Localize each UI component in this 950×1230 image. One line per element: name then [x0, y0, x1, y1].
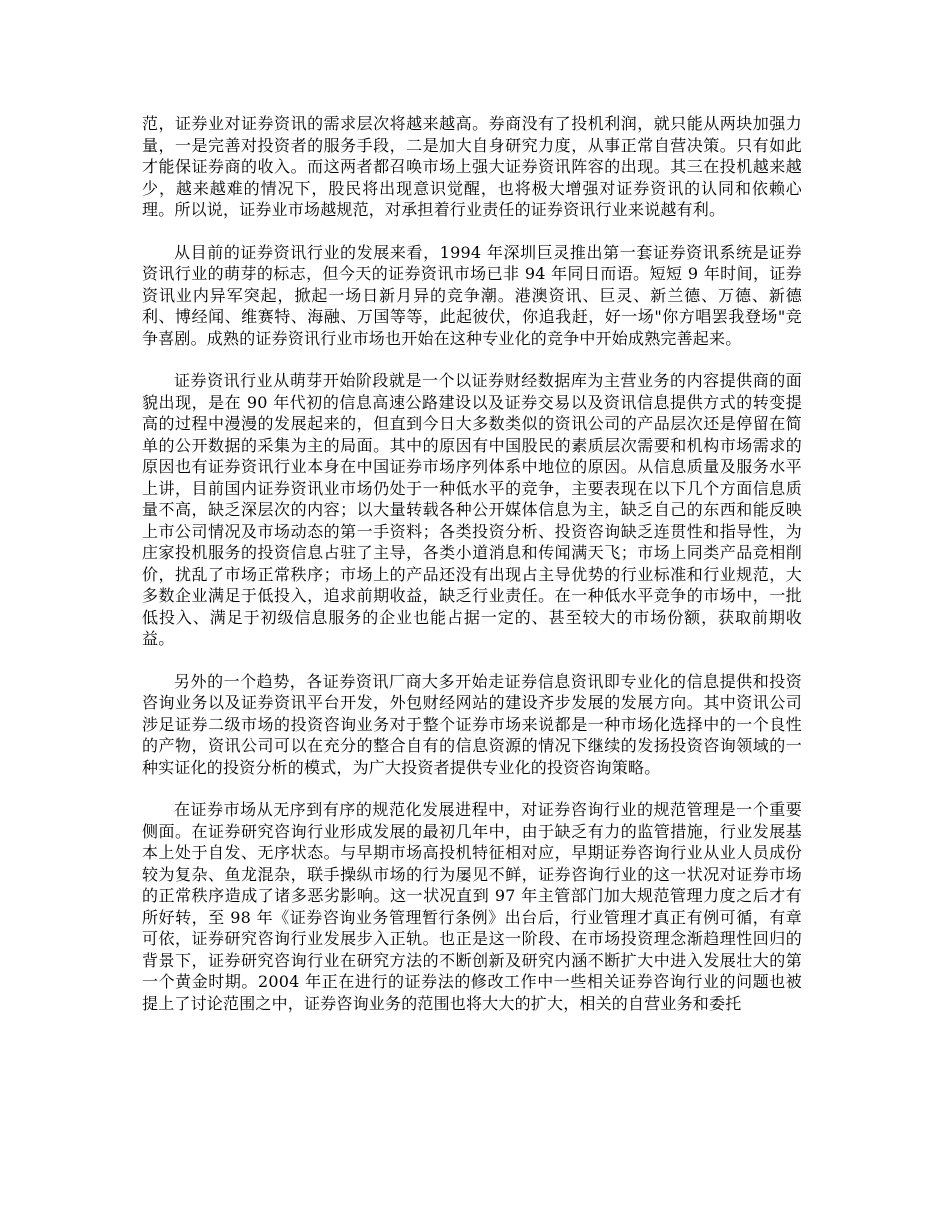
- paragraph-4: 另外的一个趋势，各证券资讯厂商大多开始走证券信息资讯即专业化的信息提供和投资咨询业务以及证券资讯平台开发，外包财经网站的建设齐步发展的发展方向。其中资讯公司涉足证券二级市场的投资咨询业务对于整个证券市场来说都是一种市场化选择中的一个良性的产物，资讯公司可以在充分的整合自有的信息资源的情况下继续的发扬投资咨询领域的一种实证化的投资分析的模式，为广大投资者提供专业化的投资咨询策略。: [142, 671, 802, 777]
- paragraph-5: 在证券市场从无序到有序的规范化发展进程中，对证券咨询行业的规范管理是一个重要侧面。在证券研究咨询行业形成发展的最初几年中，由于缺乏有力的监管措施，行业发展基本上处于自发、无序状态。与早期市场高投机特征相对应，早期证券咨询行业从业人员成份较为复杂、鱼龙混杂，联手操纵市场的行为屡见不鲜，证券咨询行业的这一状况对证券市场的正常秩序造成了诸多恶劣影响。这一状况直到 97 年主管部门加大规范管理力度之后才有所好转，至 98 年《证券咨询业务管理暂行条例》出台后，行业管理才真正有例可循，有章可依，证券研究咨询行业发展步入正轨。也正是这一阶段、在市场投资理念渐趋理性回归的背景下，证券研究咨询行业在研究方法的不断创新及研究内涵不断扩大中进入发展壮大的第一个黄金时期。2004 年正在进行的证券法的修改工作中一些相关证券咨询行业的问题也被提上了讨论范围之中，证券咨询业务的范围也将大大的扩大，相关的自营业务和委托: [142, 800, 802, 1013]
- paragraph-3: 证券资讯行业从萌芽开始阶段就是一个以证券财经数据库为主营业务的内容提供商的面貌出现，是在 90 年代初的信息高速公路建设以及证券交易以及资讯信息提供方式的转变提高的过程中漫漫的发展起来的，但直到今日大多数类似的资讯公司的产品层次还是停留在简单的公开数据的采集为主的局面。其中的原因有中国股民的素质层次需要和机构市场需求的原因也有证券资讯行业本身在中国证券市场序列体系中地位的原因。从信息质量及服务水平上讲，目前国内证券资讯业市场仍处于一种低水平的竞争，主要表现在以下几个方面信息质量不高，缺乏深层次的内容；以大量转载各种公开媒体信息为主，缺乏自己的东西和能反映上市公司情况及市场动态的第一手资料；各类投资分析、投资咨询缺乏连贯性和指导性，为庄家投机服务的投资信息占驻了主导，各类小道消息和传闻满天飞；市场上同类产品竞相削价，扰乱了市场正常秩序；市场上的产品还没有出现占主导优势的行业标准和行业规范，大多数企业满足于低投入，追求前期收益，缺乏行业责任。在一种低水平竞争的市场中，一批低投入、满足于初级信息服务的企业也能占据一定的、甚至较大的市场份额，获取前期收益。: [142, 371, 802, 648]
- paragraph-1: 范，证券业对证券资讯的需求层次将越来越高。券商没有了投机利润，就只能从两块加强力量，一是完善对投资者的服务手段，二是加大自身研究力度，从事正常自营决策。只有如此才能保证券商的收入。而这两者都召唤市场上强大证券资讯阵容的出现。其三在投机越来越少，越来越难的情况下，股民将出现意识觉醒，也将极大增强对证券资讯的认同和依赖心理。所以说，证券业市场越规范，对承担着行业责任的证券资讯行业来说越有利。: [142, 114, 802, 219]
- paragraph-2: 从目前的证券资讯行业的发展来看，1994 年深圳巨灵推出第一套证券资讯系统是证券资讯行业的萌芽的标志，但今天的证券资讯市场已非 94 年同日而语。短短 9 年时间，证券资讯业内异军突起，掀起一场日新月异的竞争潮。港澳资讯、巨灵、新兰德、万德、新德利、博经闻、维赛特、海融、万国等等，此起彼伏，你追我赶，好一场"你方唱罢我登场"竞争喜剧。成熟的证券资讯行业市场也开始在这种专业化的竞争中开始成熟完善起来。: [142, 242, 802, 348]
- document-body: [142, 113, 802, 1014]
